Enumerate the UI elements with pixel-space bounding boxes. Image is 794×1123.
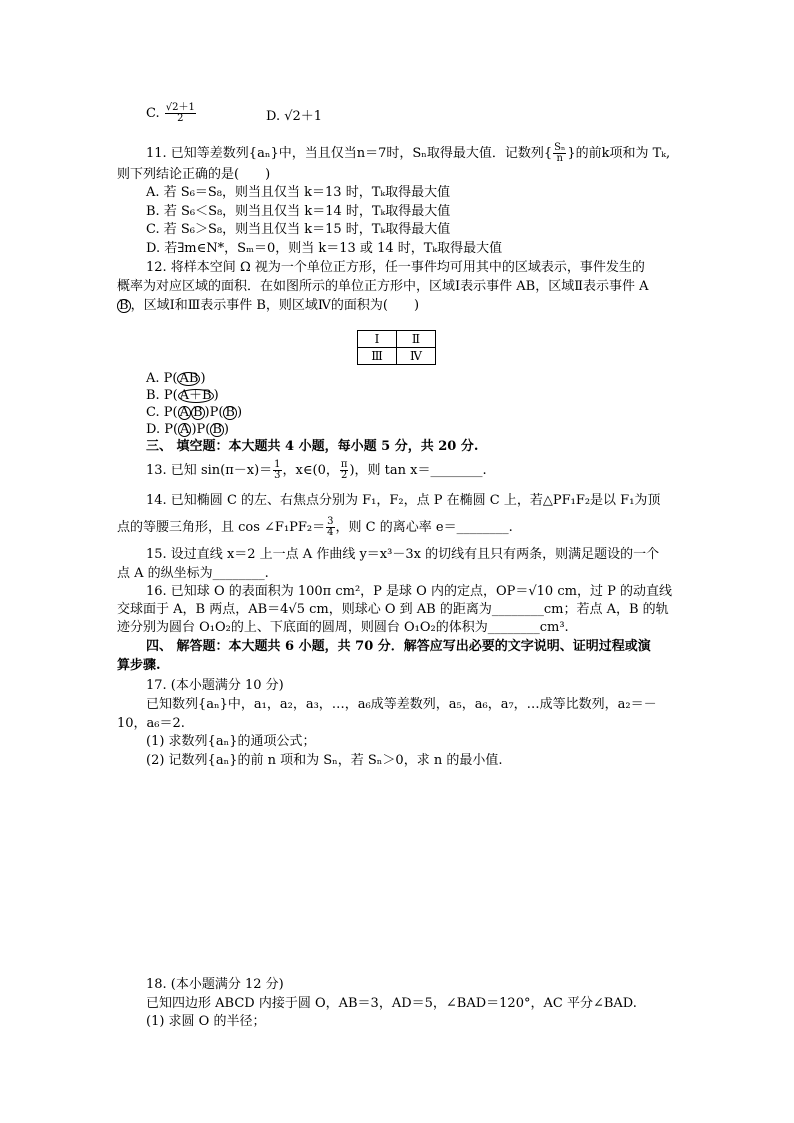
q16-stem-2: 交球面于 A，B 两点，AB＝4√5 cm，则球心 O 到 AB 的距离为________cm；若点 A，B 的轨 (117, 602, 669, 617)
q17-stem-2: 10，a₆＝2. (117, 716, 185, 731)
q17-part-2: (2) 记数列{aₙ}的前 n 项和为 Sₙ，若 Sₙ＞0，求 n 的最小值. (146, 753, 503, 768)
q14-stem-2: 点的等腰三角形，且 cos ∠F₁PF₂＝ $\frac{3}{4}$ ，则 C 的离心率 e＝________. (117, 516, 513, 538)
q12-option-c: C. P( A B )P( B ) (146, 405, 243, 420)
q15-stem-2: 点 A 的纵坐标为________. (117, 566, 269, 581)
q12-option-a: A. P( AB ) (146, 371, 206, 386)
q13: 13. 已知 sin(π－x)＝ $\frac{1}{3}$ ，x∈(0， $\frac{\pi}{2}$ )，则 tan x＝________. (146, 459, 487, 481)
q11-stem-2: 则下列结论正确的是( ) (117, 167, 271, 182)
region-1: Ⅰ (358, 331, 397, 348)
q14-stem-1: 14. 已知椭圆 C 的左、右焦点分别为 F₁，F₂，点 P 在椭圆 C 上，若△PF₁F₂是以 F₁为顶 (146, 493, 661, 508)
q16-stem-3: 迹分别为圆台 O₁O₂的上、下底面的圆周，则圆台 O₁O₂的体积为________cm³. (117, 620, 569, 635)
region-3: Ⅲ (358, 348, 397, 365)
q12-option-d: D. P( A )P( B ) (146, 422, 229, 437)
q11-option-d: D. 若∃m∈N*，Sₘ＝0，则当 k＝13 或 14 时，Tₖ取得最大值 (146, 241, 503, 256)
region-2: Ⅱ (397, 331, 436, 348)
q17-part-1: (1) 求数列{aₙ}的通项公式； (146, 734, 316, 749)
q12-stem-1: 12. 将样本空间 Ω 视为一个单位正方形，任一事件均可用其中的区域表示，事件发生的 (146, 260, 645, 275)
q18-title: 18. (本小题满分 12 分) (146, 977, 284, 992)
q11-stem: 11. 已知等差数列{aₙ}中，当且仅当n＝7时，Sₙ取得最大值．记数列{ $\frac{\text{Sₙ}}{n}$ }的前k项和为 Tₖ, (146, 142, 671, 164)
q18-part-1: (1) 求圆 O 的半径； (146, 1014, 266, 1029)
q11-option-b: B. 若 S₆＜S₈，则当且仅当 k＝14 时，Tₖ取得最大值 (146, 204, 451, 219)
q16-stem-1: 16. 已知球 O 的表面积为 100π cm²，P 是球 O 内的定点，OP＝√10 cm，过 P 的动直线 (146, 584, 672, 599)
region-grid (357, 330, 436, 365)
q12-stem-3: B ，区域Ⅰ和Ⅲ表示事件 B，则区域Ⅳ的面积为( ) (119, 298, 420, 313)
q12-stem-2: 概率为对应区域的面积．在如图所示的单位正方形中，区域Ⅰ表示事件 AB，区域Ⅱ表示事件 A (117, 279, 649, 294)
q15-stem-1: 15. 设过直线 x＝2 上一点 A 作曲线 y＝x³－3x 的切线有且只有两条，则满足题设的一个 (146, 547, 660, 562)
q17-stem-1: 已知数列{aₙ}中，a₁，a₂，a₃，…，a₆成等差数列，a₅，a₆，a₇，…成等比数列，a₂＝－ (146, 697, 657, 712)
q12-option-b: B. P( A＋B ) (146, 388, 219, 403)
region-4: Ⅳ (397, 348, 436, 365)
q18-stem: 已知四边形 ABCD 内接于圆 O，AB＝3，AD＝5，∠BAD＝120°，AC 平分∠BAD. (146, 996, 637, 1011)
circled-b: B (119, 298, 129, 313)
q17-title: 17. (本小题满分 10 分) (146, 678, 284, 693)
q11-option-c: C. 若 S₆＞S₈，则当且仅当 k＝15 时，Tₖ取得最大值 (146, 222, 451, 237)
option-c: C. $\frac{√2+1}{2}$ (146, 102, 195, 124)
section-4-heading: 四、 解答题：本大题共 6 小题，共 70 分．解答应写出必要的文字说明、证明过程或演 (146, 639, 651, 654)
section-3-heading: 三、 填空题：本大题共 4 小题，每小题 5 分，共 20 分. (146, 439, 479, 454)
option-d: D. √2＋1 (266, 109, 323, 124)
q11-option-a: A. 若 S₆＝S₈，则当且仅当 k＝13 时，Tₖ取得最大值 (146, 185, 451, 200)
section-4-heading-2: 算步骤. (117, 658, 161, 673)
